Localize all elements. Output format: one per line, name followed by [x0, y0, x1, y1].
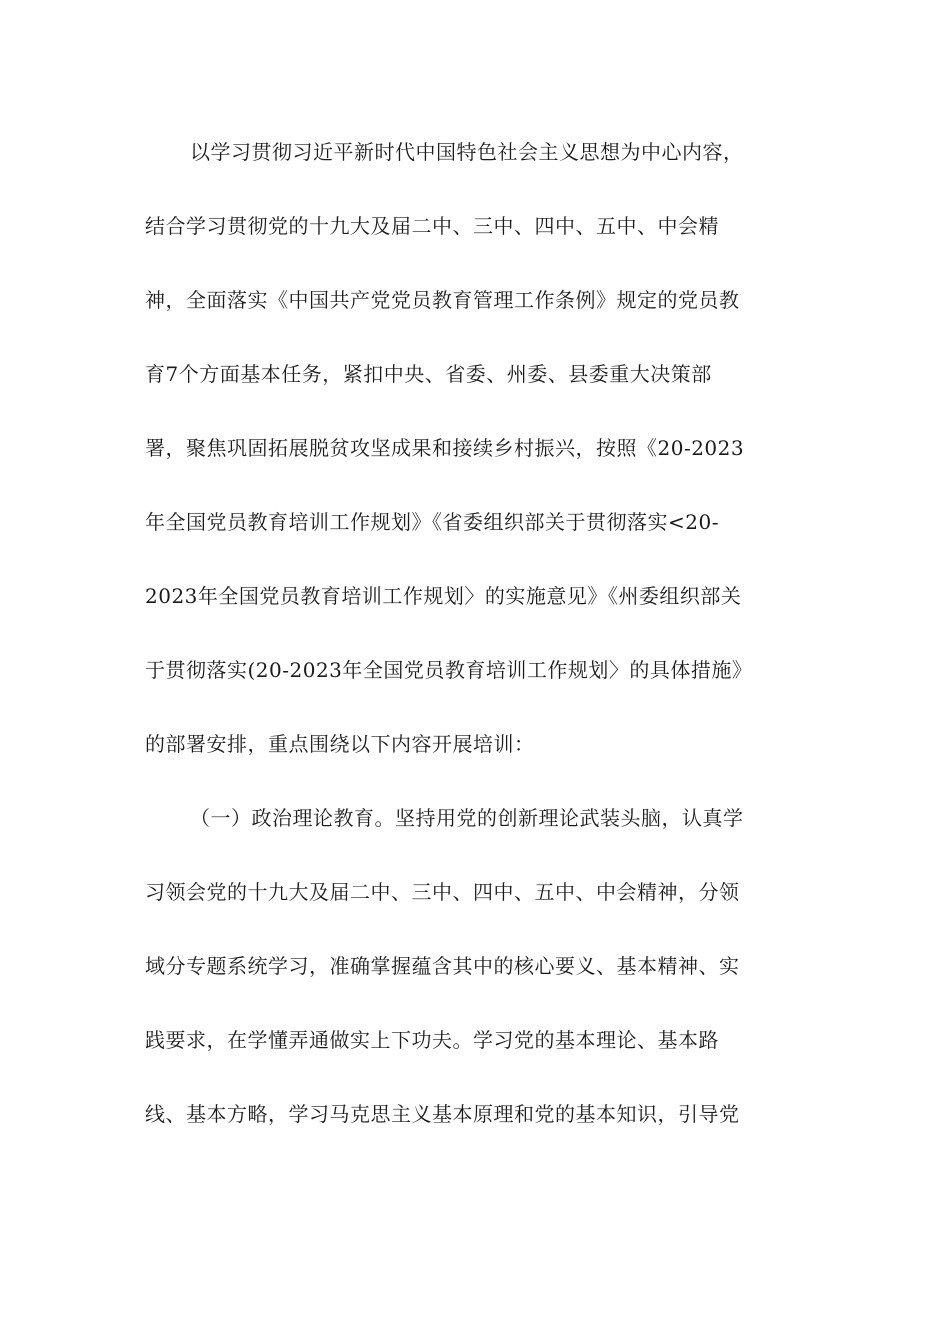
paragraph-line: 习领会党的十九大及届二中、三中、四中、五中、中会精神，分领: [145, 880, 740, 904]
paragraph-line: 年全国党员教育培训工作规划》《省委组织部关于贯彻落实<20-: [145, 510, 719, 534]
paragraph-line: 结合学习贯彻党的十九大及届二中、三中、四中、五中、中会精: [145, 214, 719, 238]
paragraph-line: 神，全面落实《中国共产党党员教育管理工作条例》规定的党员教: [145, 288, 740, 312]
paragraph-line: 署，聚焦巩固拓展脱贫攻坚成果和接续乡村振兴，按照《20-2023: [145, 436, 745, 460]
paragraph-line: 域分专题系统学习，准确掌握蕴含其中的核心要义、基本精神、实: [145, 954, 740, 978]
section-heading-line: （一）政治理论教育。坚持用党的创新理论武装头脑，认真学: [190, 806, 744, 830]
paragraph-line: 践要求，在学懂弄通做实上下功夫。学习党的基本理论、基本路: [145, 1028, 719, 1052]
paragraph-line: 以学习贯彻习近平新时代中国特色社会主义思想为中心内容，: [190, 140, 744, 164]
paragraph-line: 的部署安排，重点围绕以下内容开展培训：: [145, 732, 535, 756]
paragraph-line: 育7个方面基本任务，紧扣中央、省委、州委、县委重大决策部: [145, 362, 712, 386]
paragraph-line: 2023年全国党员教育培训工作规划〉的实施意见》《州委组织部关: [145, 584, 742, 608]
paragraph-line: 线、基本方略，学习马克思主义基本原理和党的基本知识，引导党: [145, 1102, 740, 1126]
paragraph-line: 于贯彻落实(20-2023年全国党员教育培训工作规划〉的具体措施》: [145, 658, 753, 682]
